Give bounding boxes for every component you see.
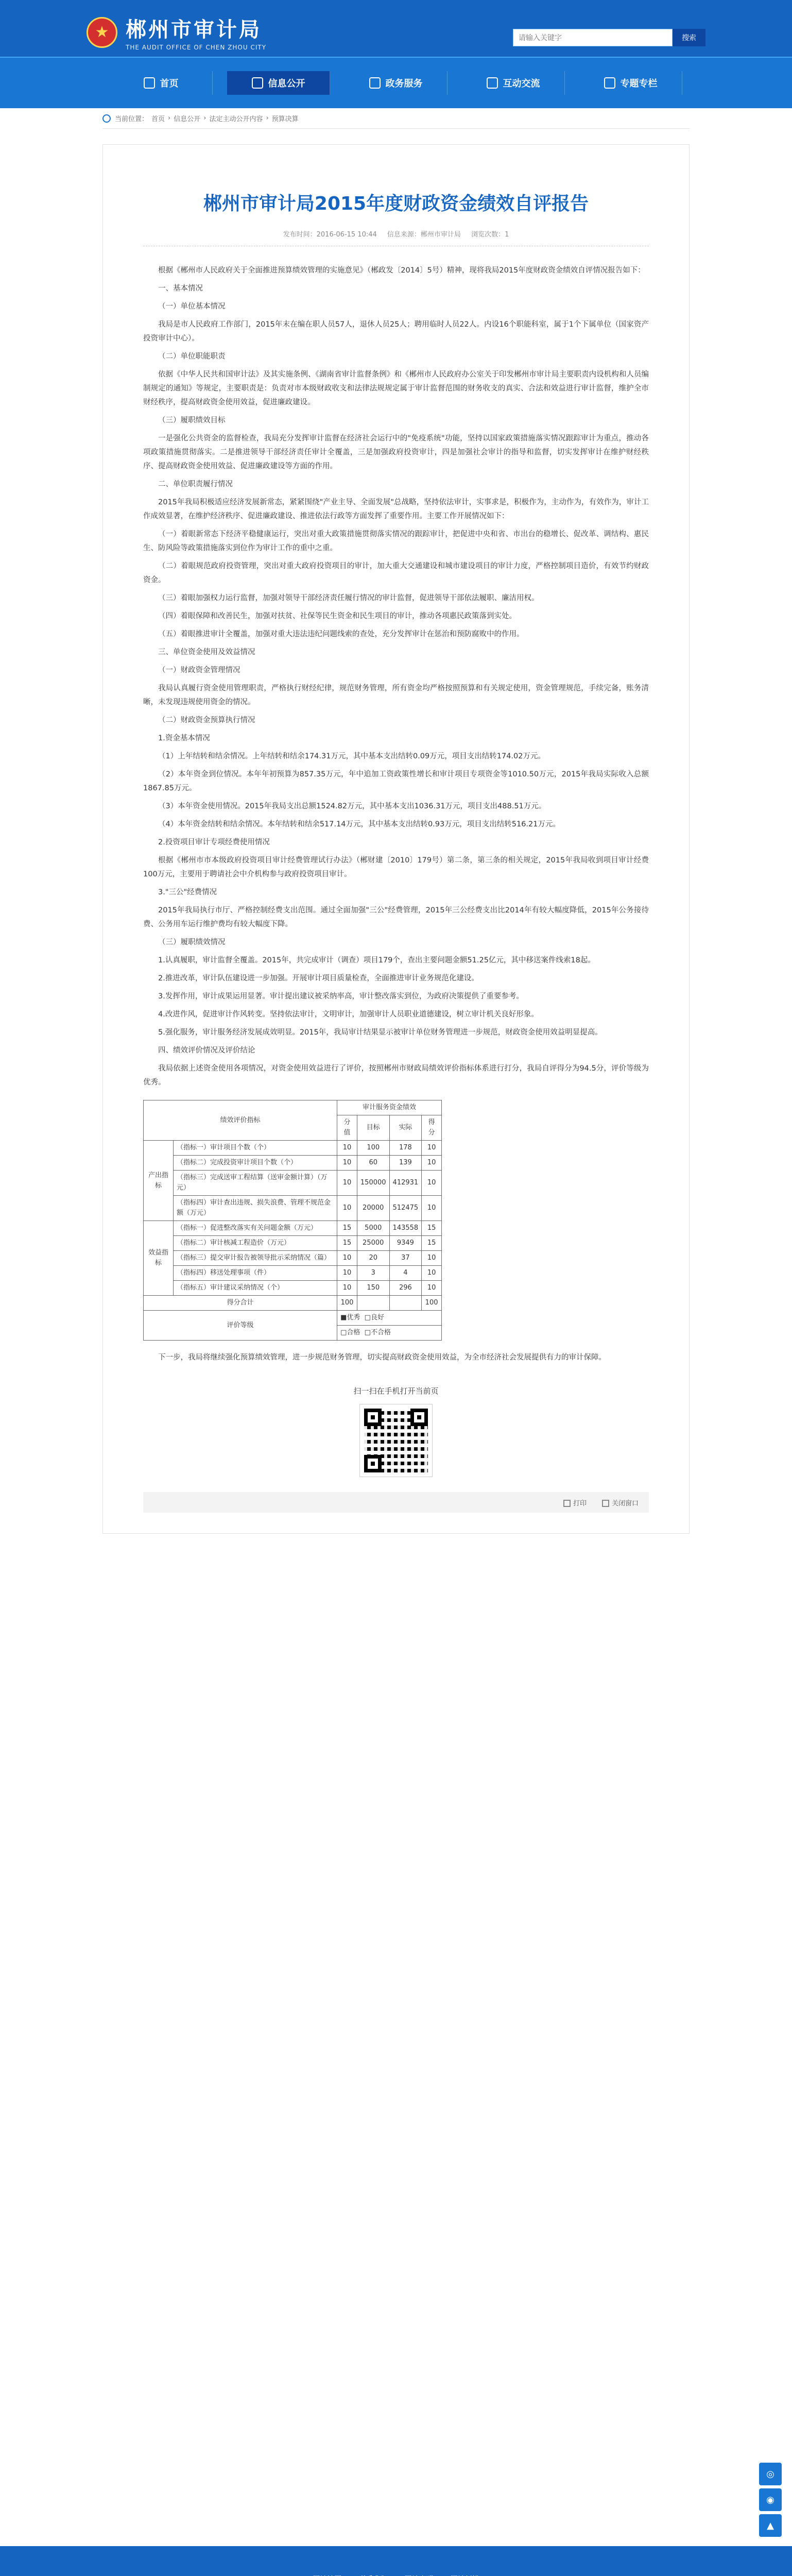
article-paragraph: 四、绩效评价情况及评价结论 [158,1046,255,1055]
table-cell-points: 10 [422,1251,442,1266]
wechat-icon[interactable]: ◎ [759,2463,782,2485]
grade-row-2: □合格 □不合格 [337,1326,442,1341]
article-paragraph: 4.改进作风，促进审计作风转变。坚持依法审计，文明审计，加强审计人员职业道德建设，树立审计机关良好形象。 [158,1010,539,1019]
table-cell-points: 10 [422,1156,442,1171]
table-cell-actual: 178 [389,1141,422,1156]
table-row [144,1196,442,1221]
table-cell-score: 10 [337,1156,357,1171]
article-paragraph: 2.投资项目审计专项经费使用情况 [158,838,270,846]
article-paragraph: （二）着眼规范政府投资管理，突出对重大政府投资项目的审计，加大重大交通建设和城市建设项目的审计力度，严格控制项目造价，有效节约财政资金。 [143,562,649,584]
table-cell-actual: 296 [389,1281,422,1296]
table-row [144,1141,442,1156]
article [102,144,690,1534]
table-head-col: 得分 [422,1115,442,1141]
table-cell-score: 15 [337,1236,357,1251]
topic-icon [604,77,615,89]
site-name-en: THE AUDIT OFFICE OF CHEN ZHOU CITY [126,44,267,51]
table-cell-score: 10 [337,1251,357,1266]
article-paragraph: （3）本年资金使用情况。2015年我局支出总额1524.82万元，其中基本支出1036.31万元，项目支出488.51万元。 [158,802,546,810]
closing-paragraph: 下一步，我局将继续强化预算绩效管理，进一步规范财务管理，切实提高财政资金使用效益，为全市经济社会发展提供有力的审计保障。 [158,1353,606,1362]
location-icon [102,114,111,123]
article-paragraph: 2015年我局积极适应经济发展新常态，紧紧围绕"产业主导、全面发展"总战略，坚持依法审计，实事求是，积极作为，主动作为，有效作为，审计工作成效显著，在维护经济秩序、促进廉政建设、推进依法行政等方面发挥了重要作用。主要工作开展情况如下： [143,498,649,520]
article-paragraph: 3."三公"经费情况 [158,888,217,896]
article-tools [143,1492,649,1513]
table-cell-points: 10 [422,1266,442,1281]
table-row [144,1171,442,1196]
table-head-col: 分值 [337,1115,357,1141]
article-paragraph: 我局依据上述资金使用各项情况，对资金使用效益进行了评价，按照郴州市财政局绩效评价指标体系进行打分，我局自评得分为94.5分，评价等级为优秀。 [143,1064,649,1087]
publish-date: 发布时间：2016-06-15 10:44 [283,231,377,239]
nav-label: 信息公开 [268,78,305,89]
table-cell-actual: 412931 [389,1171,422,1196]
article-paragraph: （三）着眼加强权力运行监督，加强对领导干部经济责任履行情况的审计监督，促进领导干部依法履职、廉洁用权。 [158,594,539,602]
table-cell-score: 10 [337,1281,357,1296]
breadcrumb: 当前位置： 首页 › 信息公开 › 法定主动公开内容 › 预算决算 [102,108,690,129]
view-count: 浏览次数：1 [471,231,509,239]
site-name-cn: 郴州市审计局 [126,18,262,42]
table-cell-target: 5000 [357,1221,389,1236]
service-icon [369,77,381,89]
nav-interaction[interactable] [462,71,565,95]
table-cell-name: （指标三）提交审计报告被领导批示采纳情况（篇） [173,1251,337,1266]
weibo-icon[interactable]: ◉ [759,2488,782,2511]
table-cell-actual: 139 [389,1156,422,1171]
article-paragraph: （二）单位职能职责 [158,352,226,361]
table-cell-score: 10 [337,1196,357,1221]
total-points: 100 [422,1296,442,1311]
nav-home[interactable] [110,71,213,95]
close-icon [602,1500,609,1507]
qr-section [143,1385,649,1477]
search-input[interactable] [513,29,673,46]
nav-label: 专题专栏 [620,78,658,89]
table-head-indicator: 绩效评价指标 [144,1100,337,1141]
article-paragraph: （1）上年结转和结余情况。上年结转和结余174.31万元，其中基本支出结转0.09万元，项目支出结转174.02万元。 [158,752,545,760]
article-paragraph: 我局是市人民政府工作部门，2015年末在编在职人员57人，退休人员25人；聘用临时人员22人。内设16个职能科室，属于1个下属单位（国家资产投资审计中心）。 [143,320,649,343]
qr-title: 扫一扫在手机打开当前页 [353,1386,439,1396]
table-row [144,1156,442,1171]
article-title: 郴州市审计局2015年度财政资金绩效自评报告 [203,193,589,214]
total-label: 得分合计 [144,1296,337,1311]
breadcrumb-info[interactable]: 信息公开 [174,115,201,123]
table-cell-score: 10 [337,1141,357,1156]
article-paragraph: （五）着眼推进审计全覆盖，加强对重大违法违纪问题线索的查处，充分发挥审计在惩治和预防腐败中的作用。 [158,630,524,638]
article-paragraph: （一）财政资金管理情况 [158,666,240,674]
article-body [143,264,649,1365]
table-cell-name: （指标一）促进整改落实有关问题金额（万元） [173,1221,337,1236]
main-nav [0,57,792,108]
print-icon [563,1500,571,1507]
table-row [144,1236,442,1251]
table-cell-points: 10 [422,1281,442,1296]
table-head-group: 审计服务资金绩效 [337,1100,442,1115]
chat-icon [487,77,498,89]
table-cell-target: 150 [357,1281,389,1296]
table-cell-actual: 37 [389,1251,422,1266]
table-cell-name: （指标四）审计查出违规、损失浪费、管理不规范金额（万元） [173,1196,337,1221]
article-paragraph: （一）单位基本情况 [158,302,226,311]
breadcrumb-legal[interactable]: 法定主动公开内容 [209,115,263,123]
table-cell-target: 60 [357,1156,389,1171]
nav-topics[interactable] [579,71,682,95]
table-cell-points: 10 [422,1171,442,1196]
table-cell-points: 10 [422,1141,442,1156]
table-group-label: 效益指标 [144,1221,174,1296]
article-paragraph: 依据《中华人民共和国审计法》及其实施条例、《湖南省审计监督条例》和《郴州市人民政府办公室关于印发郴州市审计局主要职责内设机构和人员编制规定的通知》等规定，主要职责是：负责对市本级财政收支和法律法规规定属于审计监督范围的财务收支的真实、合法和效益进行审计监督，维护全市财经秩序，提高财政资金使用效益，促进廉政建设。 [143,370,649,406]
nav-label: 政务服务 [385,78,423,89]
table-cell-score: 10 [337,1171,357,1196]
table-cell-points: 10 [422,1196,442,1221]
footer [0,2546,792,2576]
print-button[interactable]: 打印 [563,1498,587,1507]
breadcrumb-budget[interactable]: 预算决算 [271,115,299,123]
table-cell-name: （指标二）审计核减工程造价（万元） [173,1236,337,1251]
article-paragraph: 3.发挥作用，审计成果运用显著。审计提出建议被采纳率高，审计整改落实到位，为政府决策提供了重要参考。 [158,992,524,1001]
article-paragraph: （4）本年资金结转和结余情况。本年结转和结余517.14万元，其中基本支出结转0.93万元，项目支出结转516.21万元。 [158,820,560,828]
nav-info-open[interactable] [227,71,330,95]
grade-label: 评价等级 [144,1311,337,1341]
performance-table [143,1100,442,1341]
article-paragraph: （一）着眼新常态下经济平稳健康运行，突出对重大政策措施贯彻落实情况的跟踪审计，把促进中央和省、市出台的稳增长、促改革、调结构、惠民生、防风险等政策措施落实到位作为审计工作的重中之重。 [143,530,649,552]
article-paragraph: 根据《郴州市人民政府关于全面推进预算绩效管理的实施意见》（郴政发〔2014〕5号）精神，现将我局2015年度财政资金绩效自评情况报告如下： [158,266,645,275]
breadcrumb-prefix: 当前位置： [115,115,149,123]
article-paragraph: 2.推进改革，审计队伍建设进一步加强。开展审计项目质量检查，全面推进审计业务规范化建设。 [158,974,479,982]
search-bar [513,29,705,46]
table-head-col: 实际 [389,1115,422,1141]
side-buttons [759,2463,782,2540]
table-cell-name: （指标二）完成投资审计项目个数（个） [173,1156,337,1171]
table-cell-target: 3 [357,1266,389,1281]
table-head-col: 目标 [357,1115,389,1141]
qr-code [360,1404,432,1477]
table-cell-name: （指标一）审计项目个数（个） [173,1141,337,1156]
grade-row-1: ■优秀 □良好 [337,1311,442,1326]
nav-services[interactable] [345,71,447,95]
nav-label: 互动交流 [503,78,540,89]
site-logo[interactable] [87,13,266,51]
table-cell-name: （指标四）移送处理事项（件） [173,1266,337,1281]
table-row [144,1221,442,1236]
info-icon [252,77,263,89]
top-header [0,0,792,57]
nav-label: 首页 [160,78,179,89]
article-paragraph: 二、单位职责履行情况 [158,480,233,488]
table-group-label: 产出指标 [144,1141,174,1221]
search-button[interactable]: 搜索 [673,29,705,46]
article-paragraph: 1.认真履职，审计监督全覆盖。2015年，共完成审计（调查）项目179个，查出主要问题金额51.25亿元，其中移送案件线索18起。 [158,956,595,964]
table-cell-name: （指标三）完成送审工程结算（送审金额计算）（万元） [173,1171,337,1196]
article-paragraph: 三、单位资金使用及效益情况 [158,648,255,656]
article-paragraph: （三）履职绩效目标 [158,416,226,425]
article-paragraph: （三）履职绩效情况 [158,938,226,946]
home-icon [144,77,155,89]
table-cell-target: 150000 [357,1171,389,1196]
article-paragraph: 一、基本情况 [158,284,203,293]
emblem-icon: ★ [87,17,117,48]
table-cell-target: 100 [357,1141,389,1156]
close-window-button[interactable]: 关闭窗口 [602,1498,639,1507]
article-paragraph: （2）本年资金到位情况。本年年初预算为857.35万元，年中追加工资政策性增长和审计项目专项资金等1010.50万元，2015年我局实际收入总额1867.85万元。 [143,770,649,792]
table-cell-actual: 9349 [389,1236,422,1251]
article-paragraph: 根据《郴州市市本级政府投资项目审计经费管理试行办法》（郴财建〔2010〕179号）第二条，第三条的相关规定，2015年我局收到项目审计经费100万元，主要用于聘请社会中介机构参与政府投资项目审计。 [143,856,649,878]
table-cell-points: 15 [422,1221,442,1236]
table-cell-target: 20 [357,1251,389,1266]
table-cell-name: （指标五）审计建议采纳情况（个） [173,1281,337,1296]
table-cell-actual: 143558 [389,1221,422,1236]
article-paragraph: 一是强化公共资金的监督检查，我局充分发挥审计监督在经济社会运行中的"免疫系统"功能，坚持以国家政策措施落实情况跟踪审计为重点，推动各项政策措施贯彻落实。二是推进领导干部经济责任审计全覆盖，三是加强政府投资审计，四是加强社会审计的指导和监督，切实发挥审计在维护财经秩序、提高财政资金使用效益、促进廉政建设等方面的作用。 [143,434,649,470]
table-cell-target: 25000 [357,1236,389,1251]
table-cell-score: 10 [337,1266,357,1281]
table-cell-actual: 4 [389,1266,422,1281]
back-to-top-icon[interactable]: ▲ [759,2514,782,2537]
info-source: 信息来源：郴州市审计局 [387,231,461,239]
article-meta [143,229,649,246]
article-paragraph: 我局认真履行资金使用管理职责，严格执行财经纪律，规范财务管理，所有资金均严格按照预算和有关规定使用，资金管理规范，手续完备，账务清晰，未发现违规使用资金的情况。 [143,684,649,706]
table-row [144,1281,442,1296]
table-cell-points: 15 [422,1236,442,1251]
article-paragraph: （二）财政资金预算执行情况 [158,716,255,724]
table-cell-score: 15 [337,1221,357,1236]
breadcrumb-home[interactable]: 首页 [151,115,165,123]
footer-links [102,2546,690,2576]
total-score: 100 [337,1296,357,1311]
article-paragraph: 5.强化服务，审计服务经济发展成效明显。2015年，我局审计结果显示被审计单位财务管理进一步规范，财政资金使用效益明显提高。 [158,1028,602,1037]
article-paragraph: 1.资金基本情况 [158,734,210,742]
article-paragraph: （四）着眼保障和改善民生，加强对扶贫、社保等民生资金和民生项目的审计，推动各项惠民政策落到实处。 [158,612,516,620]
article-paragraph: 2015年我局执行市厅、严格控制经费支出范围。通过全面加强"三公"经费管理，2015年三公经费支出比2014年有较大幅度降低，2015年公务接待费、公务用车运行维护费均有较大幅度下降。 [143,906,649,928]
table-row [144,1266,442,1281]
table-cell-actual: 512475 [389,1196,422,1221]
table-row [144,1251,442,1266]
table-cell-target: 20000 [357,1196,389,1221]
